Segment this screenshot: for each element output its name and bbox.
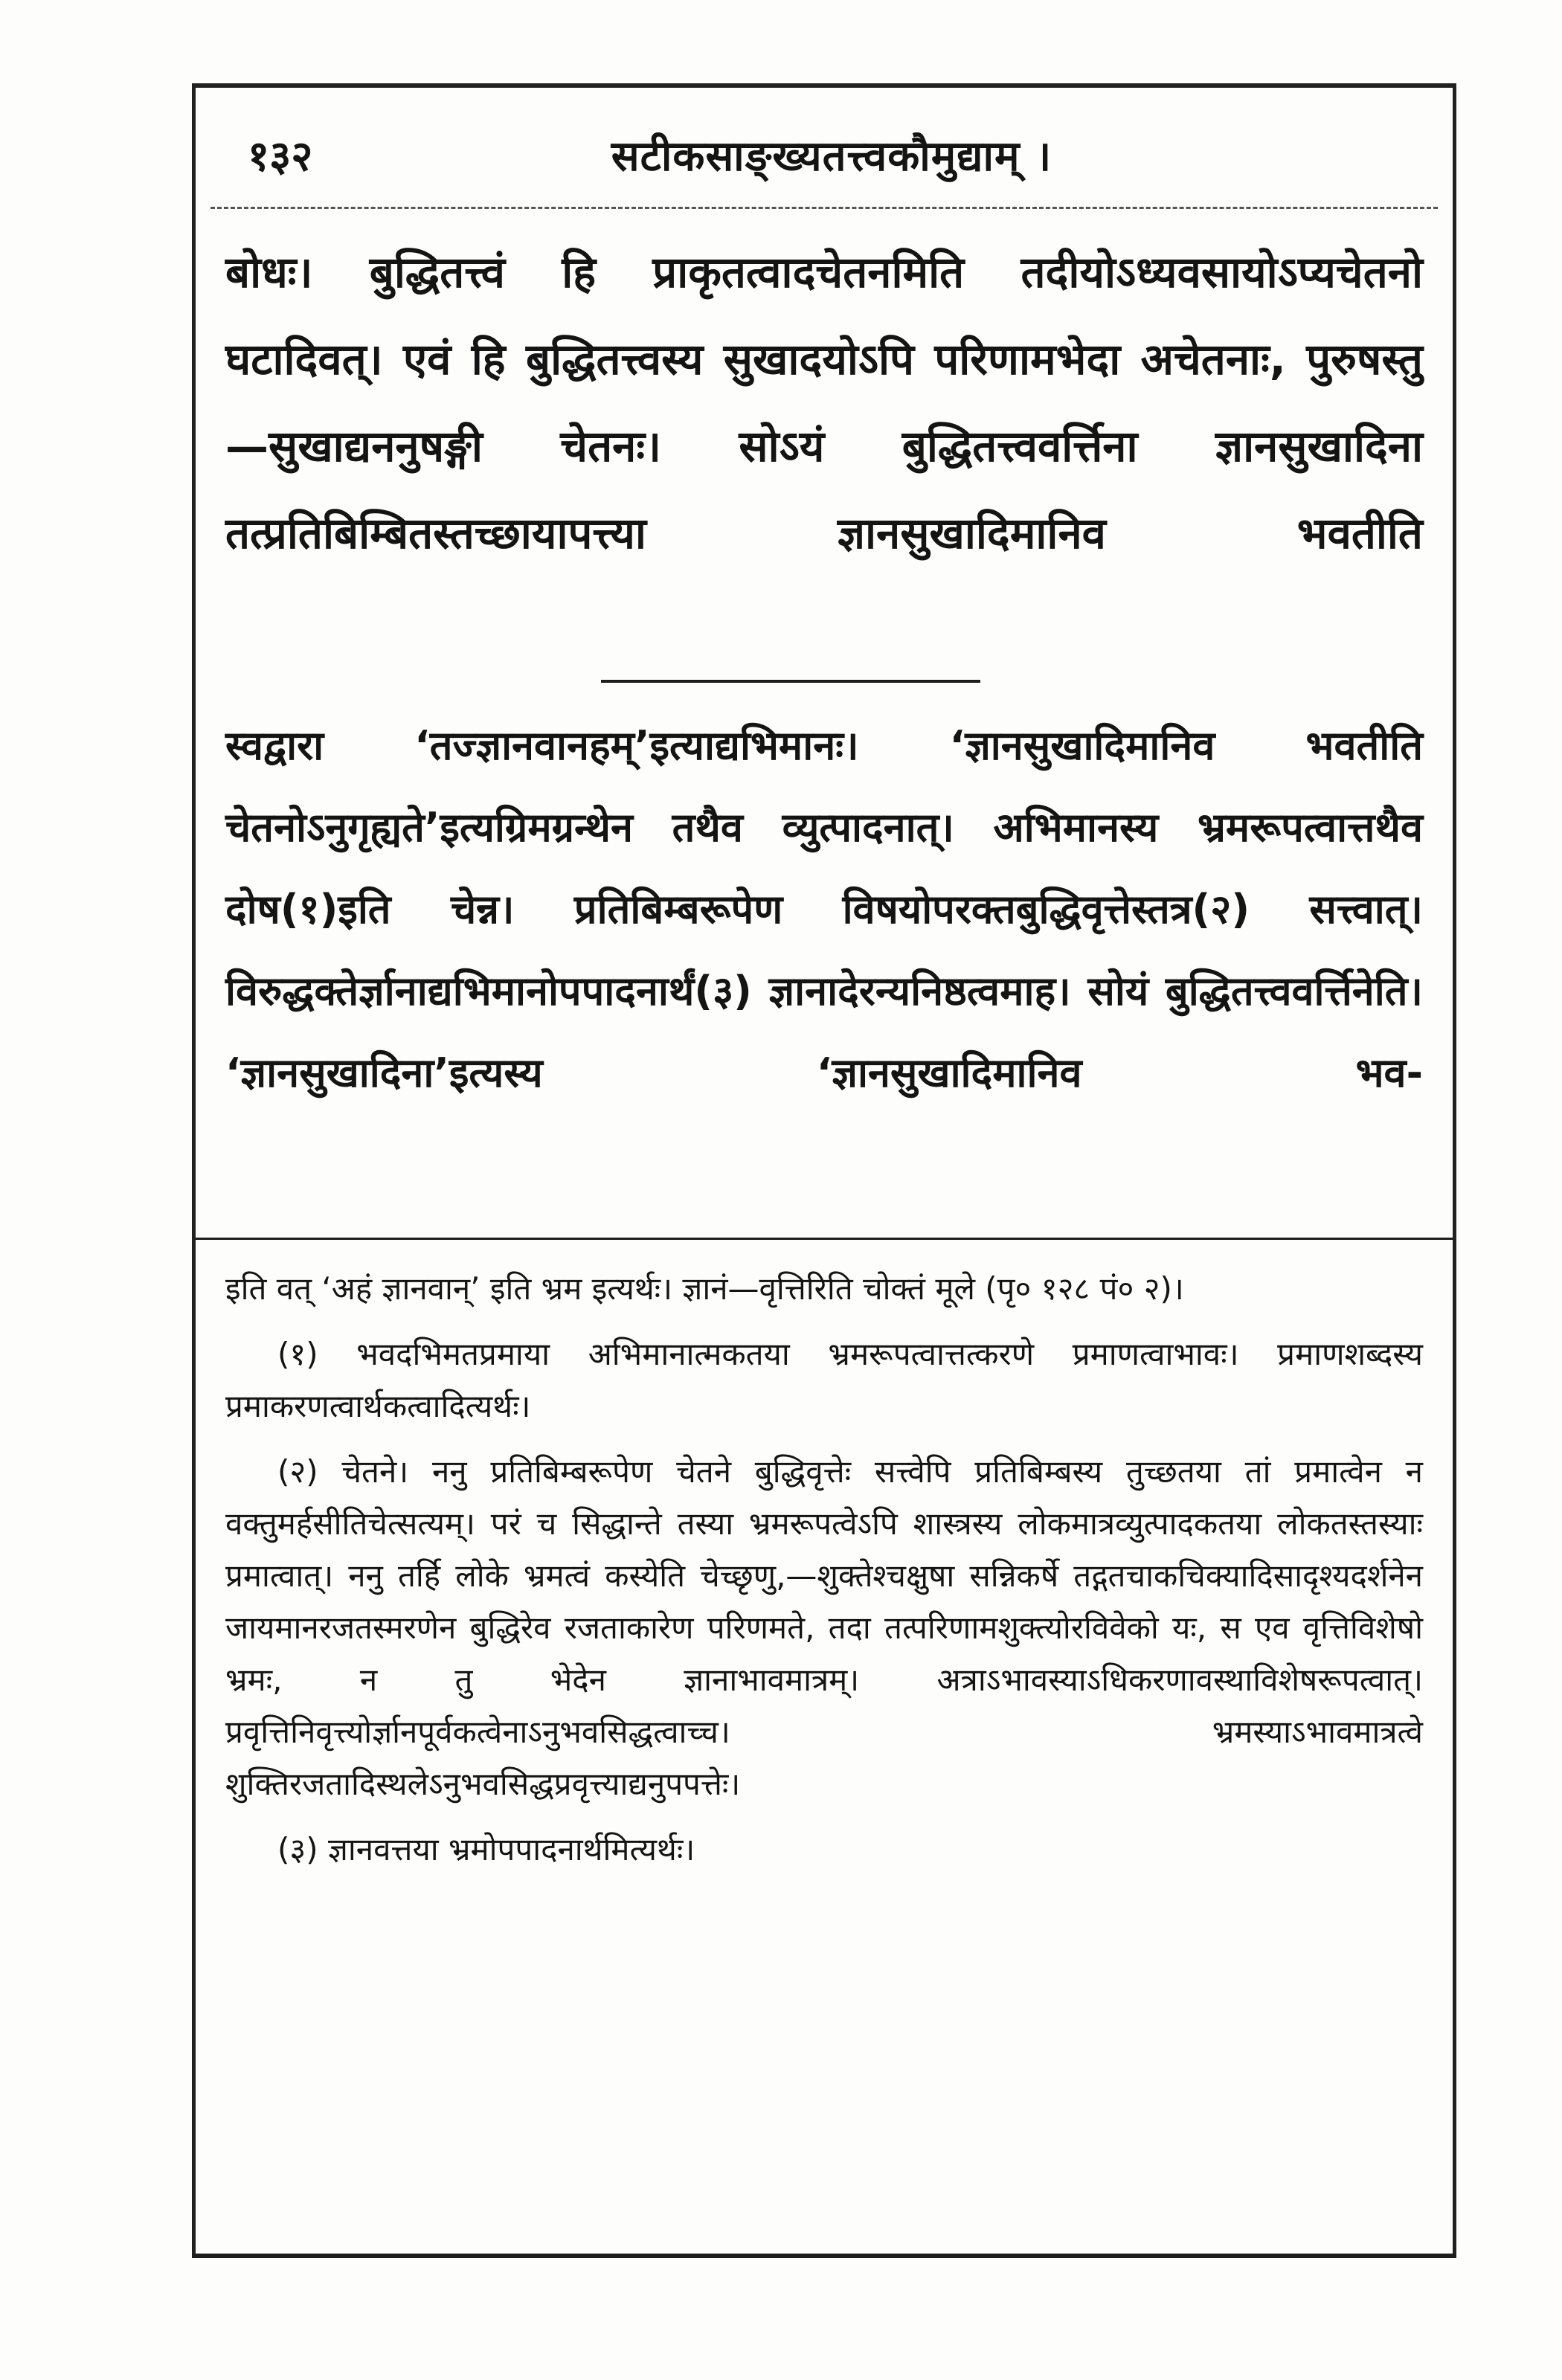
running-title: सटीकसाङ्ख्यतत्त्वकौमुद्याम् । [611,132,1052,181]
page-number: १३२ [248,132,313,181]
page-bottom-rule [192,2254,1456,2258]
footnote-intro: इति वत् ‘अहं ज्ञानवान्’ इति भ्रम इत्यर्थः। ज्ञानं—वृत्तिरिति चोक्तं मूले (पृ० १२८ पं० २)। [225,1270,1184,1307]
footnote-2: (२) चेतने। ननु प्रतिबिम्बरूपेण चेतने बुद्धिवृत्तेः सत्त्वेपि प्रतिबिम्बस्य तुच्छतया तां प्रमात्वेन न वक्तुमर्हसीतिचेत्सत्यम्। परं च सिद्धान्ते तस्या भ्रमरूपत्वेऽपि शास्त्रस्य लोकमात्रव्युत्पादकतया लोकतस्तस्याः प्रमात्वात्। ननु तर्हि लोके भ्रमत्वं कस्येति चेच्छृणु,—शुक्तेश्चक्षुषा सन्निकर्षे तद्गतचाकचिक्यादिसादृश्यदर्शनेन जायमानरजतस्मरणेन बुद्धिरेव रजताकारेण परिणमते, तदा तत्परिणामशुक्त्योरविवेको यः, स एव वृत्तिविशेषो भ्रमः, न तु भेदेन ज्ञानाभावमात्रम्। अत्राऽभावस्याऽधिकरणावस्थाविशेषरूपत्वात्। प्रवृत्तिनिवृत्त्योर्ज्ञानपूर्वकत्वेनाऽनुभवसिद्धत्वाच्च। भ्रमस्याऽभावमात्रत्वे शुक्तिरजतादिस्थलेऽनुभवसिद्धप्रवृत्त्याद्यनुपपत्तेः। [225,1453,1423,1802]
page-frame [192,83,1456,2255]
footnote-3: (३) ज्ञानवत्तया भ्रमोपपादनार्थमित्यर्थः। [277,1831,695,1868]
section-divider [601,680,980,683]
commentary-paragraph: स्वद्वारा ‘तज्ज्ञानवानहम्’इत्याद्यभिमानः। ‘ज्ञानसुखादिमानिव भवतीति चेतनोऽनुगृह्यते’इत्यग्रिमग्रन्थेन तथैव व्युत्पादनात्। अभिमानस्य भ्रमरूपत्वात्तथैव दोष(१)इति चेन्न। प्रतिबिम्बरूपेण विषयोपरक्तबुद्धिवृत्तेस्तत्र(२) सत्त्वात्। विरुद्धक्तेर्ज्ञानाद्यभिमानोपपादनार्थं(३) ज्ञानादेरन्यनिष्ठत्वमाह। सोयं बुद्धितत्त्ववर्त्तिनेति। ‘ज्ञानसुखादिना’इत्यस्य ‘ज्ञानसुखादिमानिव भव- [225,722,1423,1096]
footnotes-block [225,1263,1423,1889]
main-text-block [225,229,1423,577]
footnote-rule [196,1238,1453,1240]
commentary-block [225,705,1423,1114]
header-dashed-rule [210,207,1438,209]
running-head [240,116,1423,198]
main-paragraph: बोधः। बुद्धितत्त्वं हि प्राकृतत्वादचेतनमिति तदीयोऽध्यवसायोऽप्यचेतनो घटादिवत्। एवं हि बुद्धितत्त्वस्य सुखादयोऽपि परिणामभेदा अचेतनाः, पुरुषस्तु—सुखाद्यननुषङ्गी चेतनः। सोऽयं बुद्धितत्त्ववर्त्तिना ज्ञानसुखादिना तत्प्रतिबिम्बितस्तच्छायापत्त्या ज्ञानसुखादिमानिव भवतीति [225,247,1423,559]
footnote-1: (१) भवदभिमतप्रमाया अभिमानात्मकतया भ्रमरूपत्वात्तत्करणे प्रमाणत्वाभावः। प्रमाणशब्दस्य प्रमाकरणत्वार्थकत्वादित्यर्थः। [225,1336,1423,1424]
